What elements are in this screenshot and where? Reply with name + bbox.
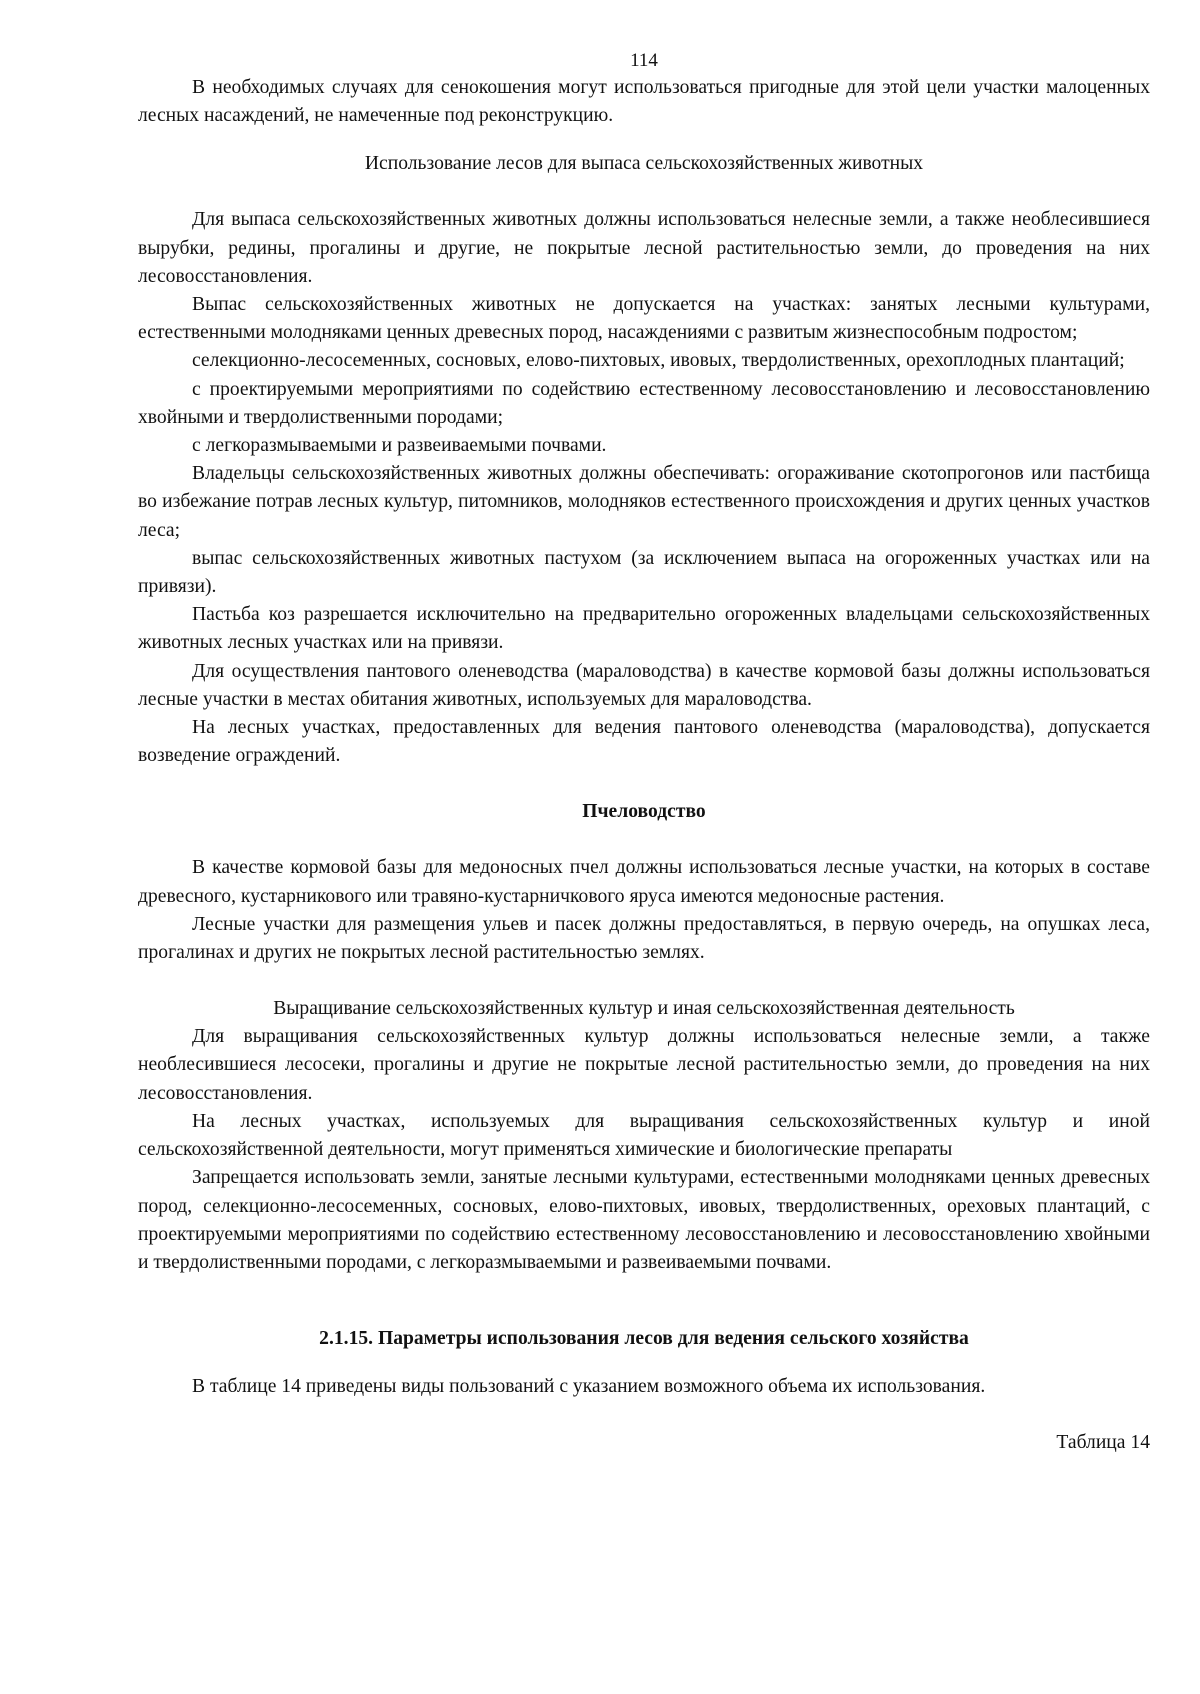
paragraph: с легкоразмываемыми и развеиваемыми почвами. — [192, 435, 607, 457]
section-heading-bold: 2.1.15. Параметры использования лесов для ведения сельского хозяйства — [319, 1328, 969, 1350]
paragraph: Владельцы сельскохозяйственных животных должны обеспечивать: огораживание скотопрогонов или пастбища во избежание потрав лесных культур, питомников, молодняков естественного происхождения и других ценных участков леса; — [138, 463, 1150, 541]
spacer — [138, 967, 1150, 995]
paragraph: На лесных участках, предоставленных для ведения пантового оленеводства (мараловодства), допускается возведение ограждений. — [138, 717, 1150, 767]
document-body — [138, 74, 1150, 1457]
spacer — [138, 1277, 1150, 1305]
spacer — [138, 1353, 1150, 1373]
document-page — [138, 48, 1150, 1457]
section-heading: Выращивание сельскохозяйственных культур и иная сельскохозяйственная деятельность — [273, 998, 1015, 1020]
spacer — [138, 1305, 1150, 1325]
paragraph: Выпас сельскохозяйственных животных не допускается на участках: занятых лесными культурами, естественными молодняками ценных древесных пород, насаждениями с развитым жизнеспособным подростом; — [138, 294, 1150, 344]
paragraph: Для выпаса сельскохозяйственных животных должны использоваться нелесные земли, а также необлесившиеся вырубки, редины, прогалины и другие, не покрытые лесной растительностью земли, до проведения на них лесовосстановления. — [138, 209, 1150, 287]
spacer — [138, 770, 1150, 798]
paragraph: В таблице 14 приведены виды пользований с указанием возможного объема их использования. — [192, 1376, 986, 1398]
spacer — [138, 1401, 1150, 1429]
paragraph: Для осуществления пантового оленеводства (мараловодства) в качестве кормовой базы должны использоваться лесные участки в местах обитания животных, используемых для мараловодства. — [138, 660, 1150, 710]
paragraph: селекционно-лесосеменных, сосновых, елово-пихтовых, ивовых, твердолиственных, орехоплодных плантаций; — [192, 350, 1125, 372]
spacer — [138, 826, 1150, 854]
paragraph: В необходимых случаях для сенокошения могут использоваться пригодные для этой цели участки малоценных лесных насаждений, не намеченные под реконструкцию. — [138, 77, 1150, 127]
paragraph: Для выращивания сельскохозяйственных культур должны использоваться нелесные земли, а также необлесившиеся лесосеки, прогалины и другие не покрытые лесной растительностью земли, до проведения на них лесовосстановления. — [138, 1026, 1150, 1104]
paragraph: с проектируемыми мероприятиями по содействию естественному лесовосстановлению и лесовосстановлению хвойными и твердолиственными породами; — [138, 378, 1150, 428]
paragraph: Пастьба коз разрешается исключительно на предварительно огороженных владельцами сельскохозяйственных животных лесных участках или на привязи. — [138, 604, 1150, 654]
paragraph: Запрещается использовать земли, занятые лесными культурами, естественными молодняками ценных древесных пород, селекционно-лесосеменных, сосновых, елово-пихтовых, ивовых, твердолиственных, ореховых плантаций, с проектируемыми мероприятиями по содействию естественному лесовосстановлению и лесовосстановлению хвойными и твердолиственными породами, с легкоразмываемыми и развеиваемыми почвами. — [138, 1167, 1150, 1273]
paragraph: В качестве кормовой базы для медоносных пчел должны использоваться лесные участки, на которых в составе древесного, кустарникового или травяно-кустарничкового яруса имеются медоносные растения. — [138, 857, 1150, 907]
section-heading: Использование лесов для выпаса сельскохозяйственных животных — [364, 153, 924, 175]
spacer — [138, 130, 1150, 150]
table-caption: Таблица 14 — [1056, 1432, 1150, 1454]
paragraph: На лесных участках, используемых для выращивания сельскохозяйственных культур и иной сельскохозяйственной деятельности, могут применяться химические и биологические препараты — [138, 1110, 1150, 1161]
page-number: 114 — [630, 50, 658, 71]
paragraph: Лесные участки для размещения ульев и пасек должны предоставляться, в первую очередь, на опушках леса, прогалинах и других не покрытых лесной растительностью землях. — [138, 913, 1150, 964]
spacer — [138, 178, 1150, 206]
section-heading-bold: Пчеловодство — [582, 801, 706, 823]
paragraph: выпас сельскохозяйственных животных пастухом (за исключением выпаса на огороженных участках или на привязи). — [138, 547, 1150, 598]
